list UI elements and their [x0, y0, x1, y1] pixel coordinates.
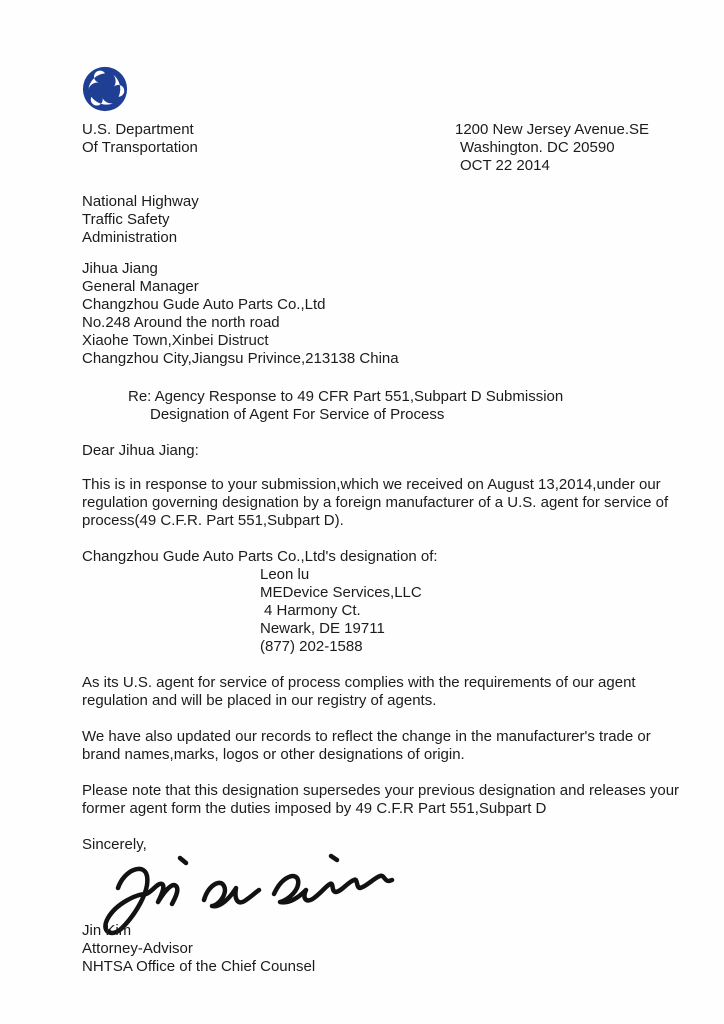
recipient-line: Xiaohe Town,Xinbei Distruct: [82, 332, 269, 349]
salutation: Dear Jihua Jiang:: [82, 442, 199, 459]
agency-line: Administration: [82, 229, 178, 246]
agency-line: Traffic Safety: [82, 211, 170, 228]
dept-line: U.S. Department: [82, 121, 194, 138]
dept-line: Of Transportation: [82, 139, 198, 156]
agency-line: National Highway: [82, 193, 199, 210]
letterhead: [82, 121, 724, 175]
recipient-line: No.248 Around the north road: [82, 314, 280, 331]
signer-title: Attorney-Advisor: [82, 940, 193, 957]
recipient-line: Jihua Jiang: [82, 260, 158, 277]
agent-line: 4 Harmony Ct.: [264, 602, 361, 619]
recipient-line: General Manager: [82, 278, 199, 295]
signer-name: Jin Kim: [82, 922, 132, 939]
designated-agent-address: [260, 566, 724, 656]
designation-section: [82, 548, 724, 656]
body-paragraph-2: As its U.S. agent for service of process complies with the requirements of our agent regulation and will be placed in our registry of agents.: [82, 674, 636, 709]
subject-line-2: Designation of Agent For Service of Process: [150, 406, 445, 423]
recipient-line: Changzhou Gude Auto Parts Co.,Ltd: [82, 296, 326, 313]
agent-line: MEDevice Services,LLC: [260, 584, 422, 601]
recipient-address: [82, 260, 724, 368]
recipient-line: Changzhou City,Jiangsu Privince,213138 China: [82, 350, 399, 367]
address-line: 1200 New Jersey Avenue.SE: [455, 121, 650, 138]
signature-block: [82, 922, 724, 976]
designation-intro: Changzhou Gude Auto Parts Co.,Ltd's designation of:: [82, 548, 438, 565]
agency-name: [82, 193, 724, 247]
subject-line: [82, 388, 724, 424]
body-paragraph-1: This is in response to your submission,which we received on August 13,2014,under our regulation governing designation by a foreign manufacturer of a U.S. agent for service of process(49 C.F.R. Part 551,Subpart D).: [82, 476, 669, 529]
subject-line-1: Re: Agency Response to 49 CFR Part 551,Subpart D Submission: [128, 388, 564, 405]
date-stamp: OCT 22 2014: [460, 157, 550, 174]
signer-org: NHTSA Office of the Chief Counsel: [82, 958, 316, 975]
us-dot-logo-icon: [82, 66, 128, 112]
agent-line: Leon lu: [260, 566, 310, 583]
return-address: [455, 121, 649, 175]
agent-line: Newark, DE 19711: [260, 620, 385, 637]
address-line: Washington. DC 20590: [460, 139, 615, 156]
body-paragraph-4: Please note that this designation supersedes your previous designation and releases your former agent form the duties imposed by 49 C.F.R Part 551,Subpart D: [82, 782, 680, 817]
body-paragraph-3: We have also updated our records to reflect the change in the manufacturer's trade or brand names,marks, logos or other designations of origin.: [82, 728, 651, 763]
agent-line: (877) 202-1588: [260, 638, 363, 655]
department-name: [82, 121, 455, 175]
closing: Sincerely,: [82, 836, 147, 853]
